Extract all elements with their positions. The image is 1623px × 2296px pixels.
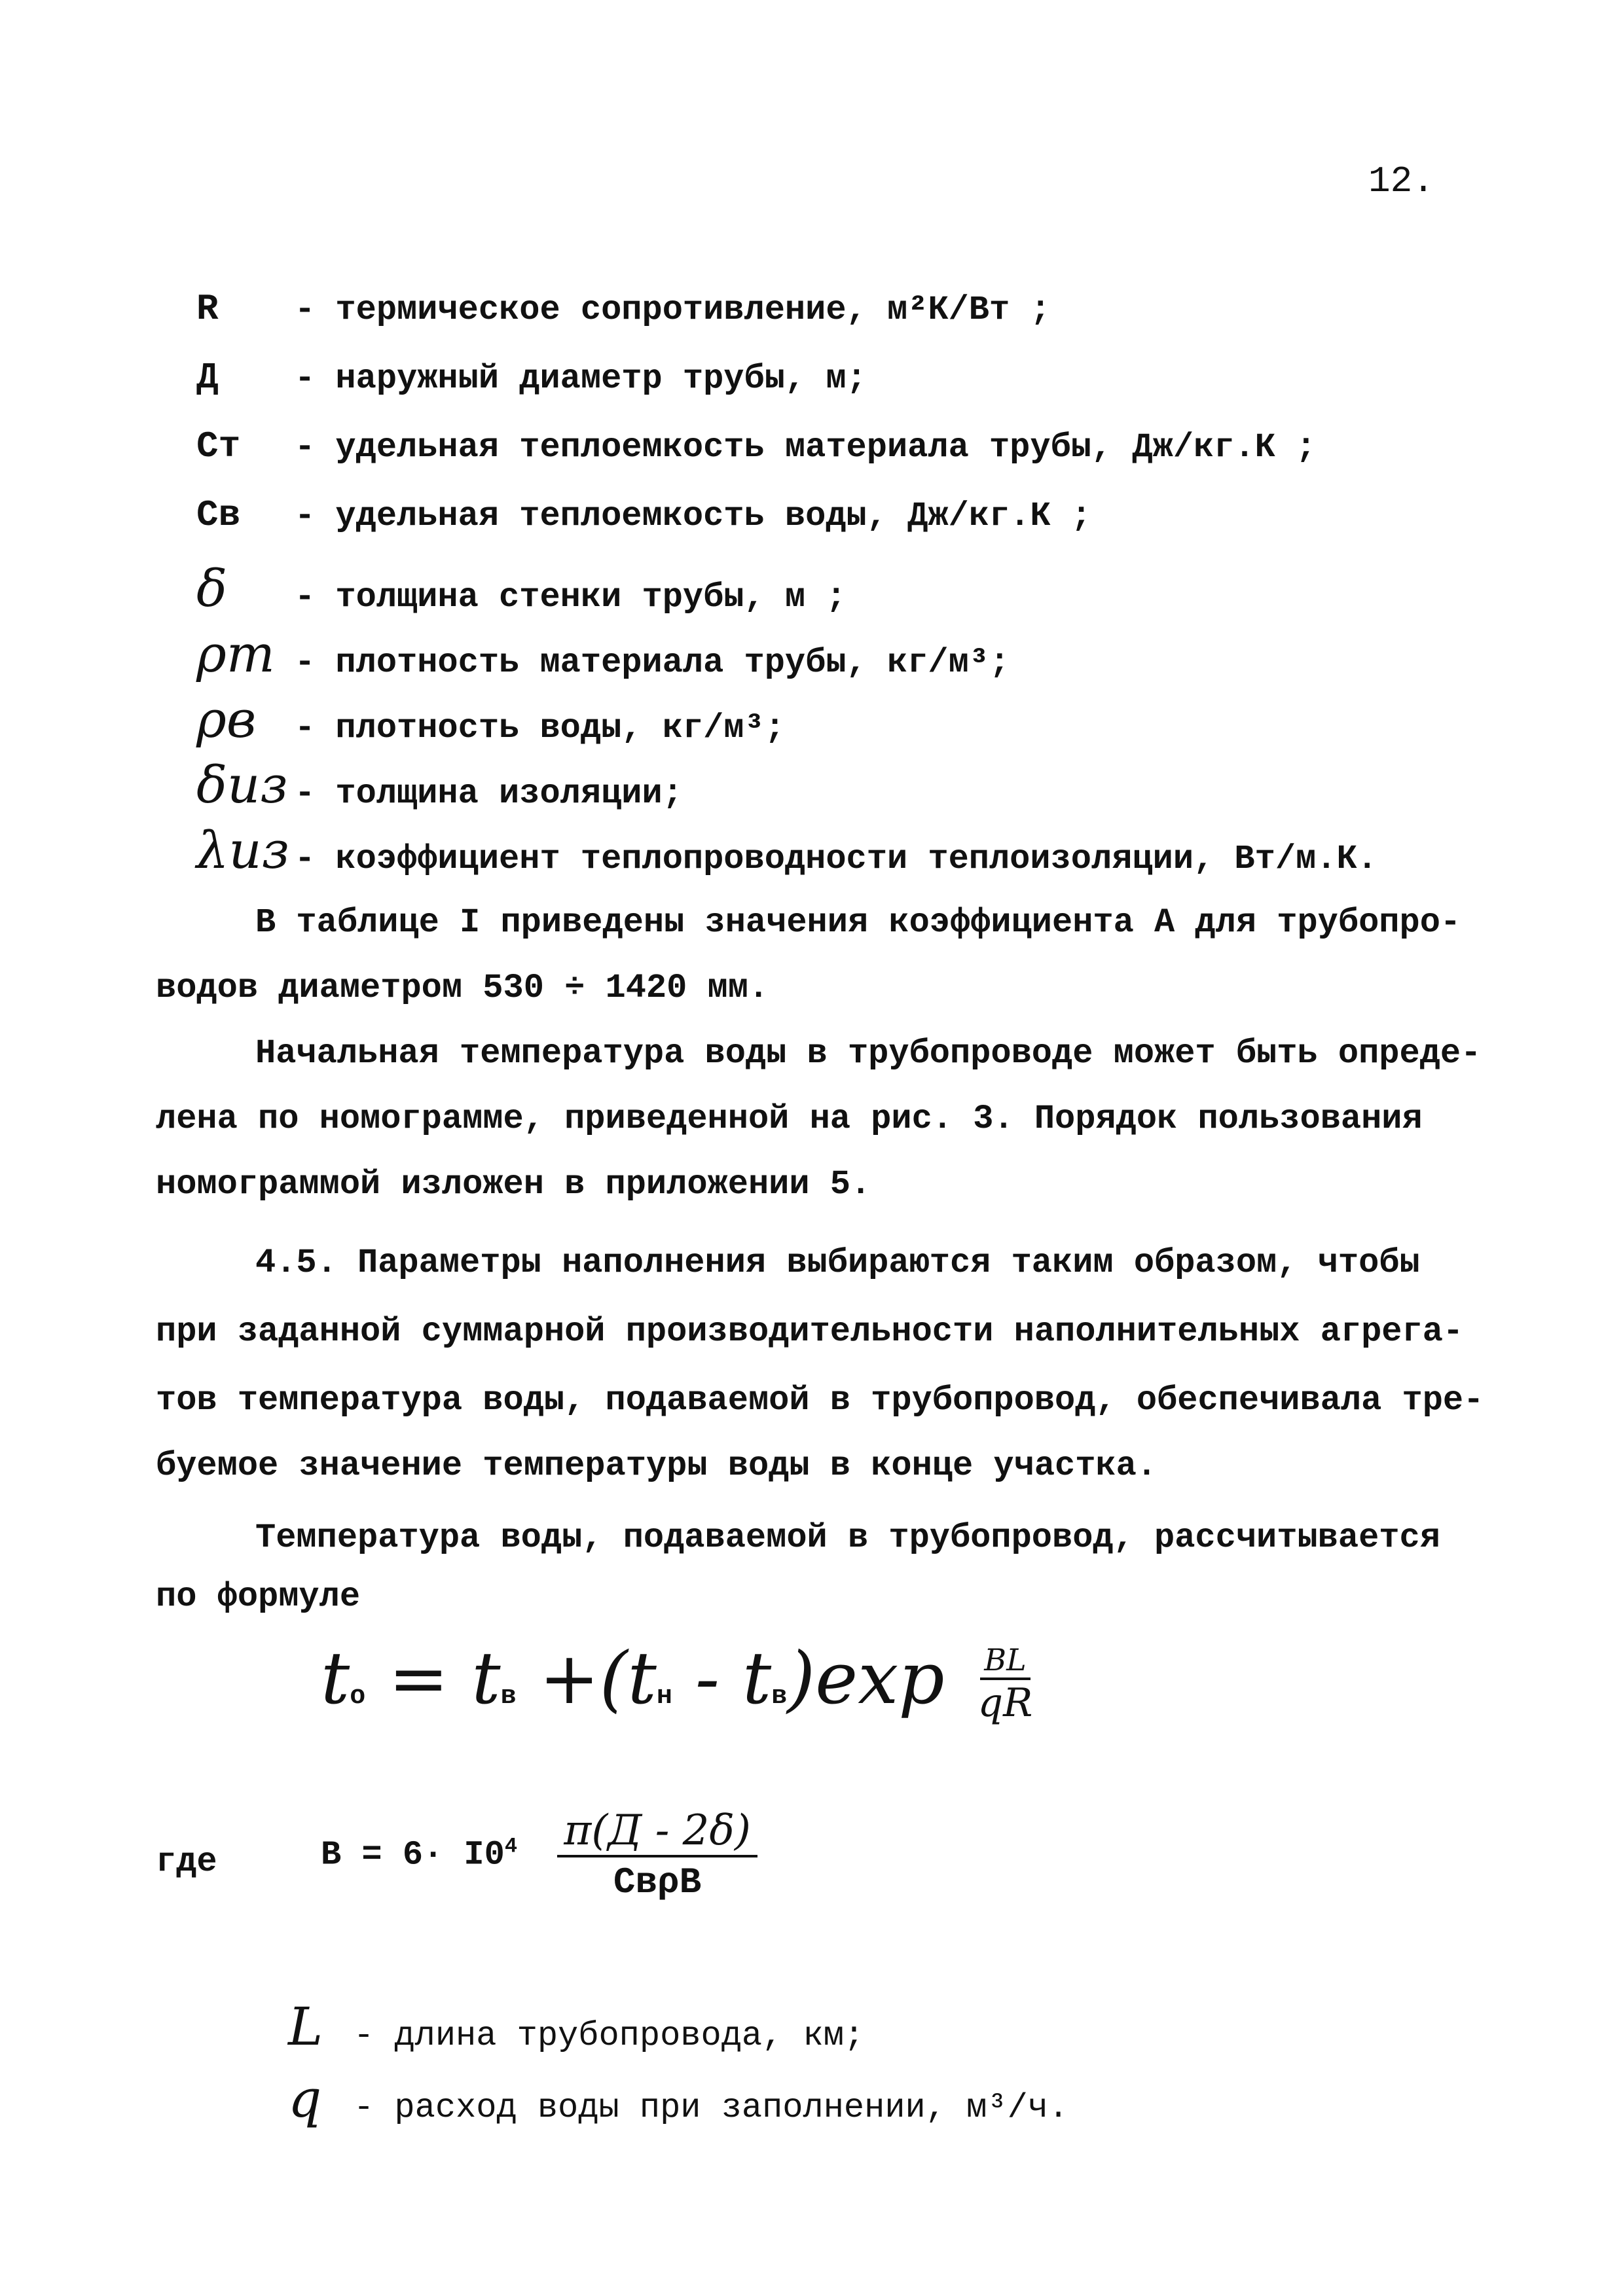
definition-symbol: Д	[196, 357, 219, 399]
paragraph-line: по формуле	[156, 1577, 361, 1616]
formula-sub: н	[656, 1682, 672, 1712]
definition-row	[196, 821, 1377, 880]
definition-text: - плотность материала трубы, кг/м³;	[295, 643, 1010, 682]
formula-b-power: 4	[504, 1834, 518, 1859]
paragraph-line: 4.5. Параметры наполнения выбираются таким образом, чтобы	[255, 1244, 1420, 1282]
paragraph-line: тов температура воды, подаваемой в трубопровод, обеспечивала тре-	[156, 1381, 1484, 1420]
definition-symbol: ρв	[196, 691, 257, 749]
formula-denominator: qR	[977, 1680, 1033, 1727]
formula-lhs: t	[321, 1636, 350, 1720]
definition-row	[196, 756, 683, 815]
definition-row	[196, 494, 1091, 553]
formula-b	[321, 1806, 757, 1903]
paragraph-line: водов диаметром 530 ÷ 1420 мм.	[156, 969, 769, 1007]
formula-b-fraction	[557, 1806, 757, 1903]
definition-text: - толщина стенки трубы, м ;	[295, 578, 847, 617]
formula-close: )	[787, 1636, 816, 1720]
definition-text: - удельная теплоемкость материала трубы, Дж/кг.К ;	[295, 428, 1317, 467]
formula-sub: в	[771, 1682, 788, 1712]
formula-b-lhs: B = 6· I0	[321, 1835, 505, 1874]
formula-b-denominator: CвρВ	[613, 1861, 702, 1903]
formula-sub: в	[500, 1682, 517, 1712]
definition-text: - термическое сопротивление, м²К/Вт ;	[295, 291, 1051, 329]
definition-row	[196, 357, 867, 416]
definition-symbol: Cв	[196, 494, 241, 536]
formula-fraction	[974, 1642, 1037, 1726]
formula-t-n: t	[627, 1636, 657, 1720]
page-number: 12.	[1368, 160, 1434, 202]
where-label: где	[156, 1842, 217, 1881]
definition-symbol: Cт	[196, 425, 241, 467]
paragraph-line: номограммой изложен в приложении 5.	[156, 1165, 871, 1204]
variable-symbol: L	[288, 1996, 323, 2057]
definition-text: - коэффициент теплопроводности теплоизоляции, Вт/м.К.	[295, 840, 1377, 878]
formula-t-v2: t	[742, 1636, 772, 1720]
variable-row	[288, 1996, 864, 2055]
formula-sub: о	[350, 1682, 366, 1712]
paragraph-line: Температура воды, подаваемой в трубопровод, рассчитывается	[255, 1518, 1440, 1557]
definition-symbol: δ	[196, 560, 227, 619]
formula-t-v: t	[471, 1636, 501, 1720]
formula-plus: +(	[516, 1636, 628, 1720]
formula-t0	[321, 1636, 1036, 1726]
variable-text: - длина трубопровода, км;	[354, 2017, 865, 2055]
definition-row	[196, 691, 785, 749]
formula-eq: =	[365, 1636, 472, 1720]
definition-symbol: R	[196, 288, 219, 330]
definition-row	[196, 560, 847, 619]
variable-text: - расход воды при заполнении, м³/ч.	[354, 2089, 1069, 2127]
paragraph-line: буемое значение температуры воды в конце участка.	[156, 1446, 1158, 1485]
definition-symbol: δиз	[196, 756, 288, 815]
paragraph-line: лена по номограмме, приведенной на рис. 3. Порядок пользования	[156, 1100, 1423, 1138]
definition-row	[196, 288, 1051, 347]
formula-b-numerator: π(Д - 2δ)	[557, 1806, 757, 1857]
variable-symbol: q	[288, 2068, 322, 2129]
paragraph-line: В таблице I приведены значения коэффициента А для трубопро-	[255, 903, 1461, 942]
paragraph-line: Начальная температура воды в трубопроводе может быть опреде-	[255, 1034, 1482, 1073]
definition-symbol: λиз	[196, 821, 290, 880]
definition-row	[196, 425, 1316, 484]
formula-numerator: BL	[980, 1642, 1030, 1680]
definition-text: - плотность воды, кг/м³;	[295, 709, 785, 747]
formula-minus: -	[672, 1636, 742, 1720]
definition-text: - удельная теплоемкость воды, Дж/кг.К ;	[295, 497, 1091, 535]
definition-row	[196, 625, 1010, 684]
variable-row	[288, 2068, 1068, 2127]
paragraph-line: при заданной суммарной производительности наполнительных агрега-	[156, 1312, 1464, 1351]
definition-text: - наружный диаметр трубы, м;	[295, 359, 867, 398]
formula-exp: exp	[815, 1636, 945, 1720]
definition-text: - толщина изоляции;	[295, 774, 683, 813]
definition-symbol: ρт	[196, 625, 275, 684]
